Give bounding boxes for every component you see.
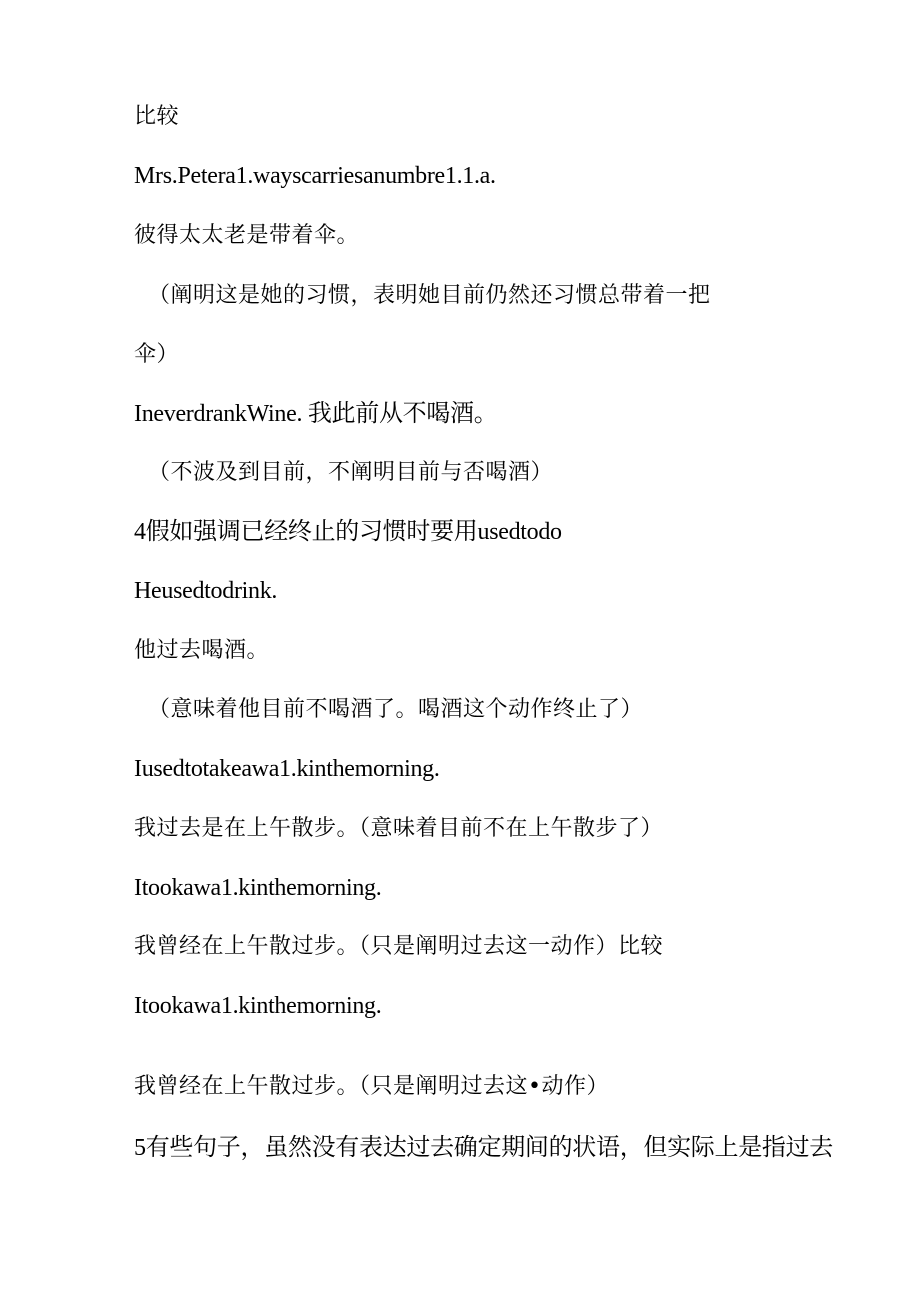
text-line-explanation: （不波及到目前，不阐明目前与否喝酒） xyxy=(148,460,554,485)
text-line-compare: 比较 xyxy=(134,104,180,129)
text-line-translation: 彼得太太老是带着伞。 xyxy=(134,223,360,248)
text-line-rule-heading: 4假如强调已经终止的习惯时要用usedtodo xyxy=(134,519,562,545)
text-line-translation: 我曾经在上午散过步。（只是阐明过去这•动作） xyxy=(134,1074,609,1099)
text-line-explanation: （阐明这是她的习惯，表明她目前仍然还习惯总带着一把 xyxy=(148,283,711,308)
text-line-example-english: Iusedtotakeawa1.kinthemorning. xyxy=(134,756,440,782)
text-line-rule-heading: 5有些句子，虽然没有表达过去确定期间的状语，但实际上是指过去 xyxy=(134,1135,833,1161)
text-line-example-mixed: IneverdrankWine. 我此前从不喝酒。 xyxy=(134,401,498,427)
text-line-explanation: （意味着他目前不喝酒了。喝酒这个动作终止了） xyxy=(148,697,644,722)
text-line-example-english: Itookawa1.kinthemorning. xyxy=(134,993,382,1019)
text-line-example-english: Heusedtodrink. xyxy=(134,578,278,604)
text-line-example-english: Itookawa1.kinthemorning. xyxy=(134,875,382,901)
text-line-example-english: Mrs.Petera1.wayscarriesanumbre1.1.a. xyxy=(134,163,496,189)
text-line-translation: 我曾经在上午散过步。（只是阐明过去这一动作）比较 xyxy=(134,934,664,959)
text-line-translation: 我过去是在上午散步。（意味着目前不在上午散步了） xyxy=(134,816,664,841)
text-line-translation: 他过去喝酒。 xyxy=(134,638,270,663)
text-line-explanation-end: 伞） xyxy=(134,342,180,367)
